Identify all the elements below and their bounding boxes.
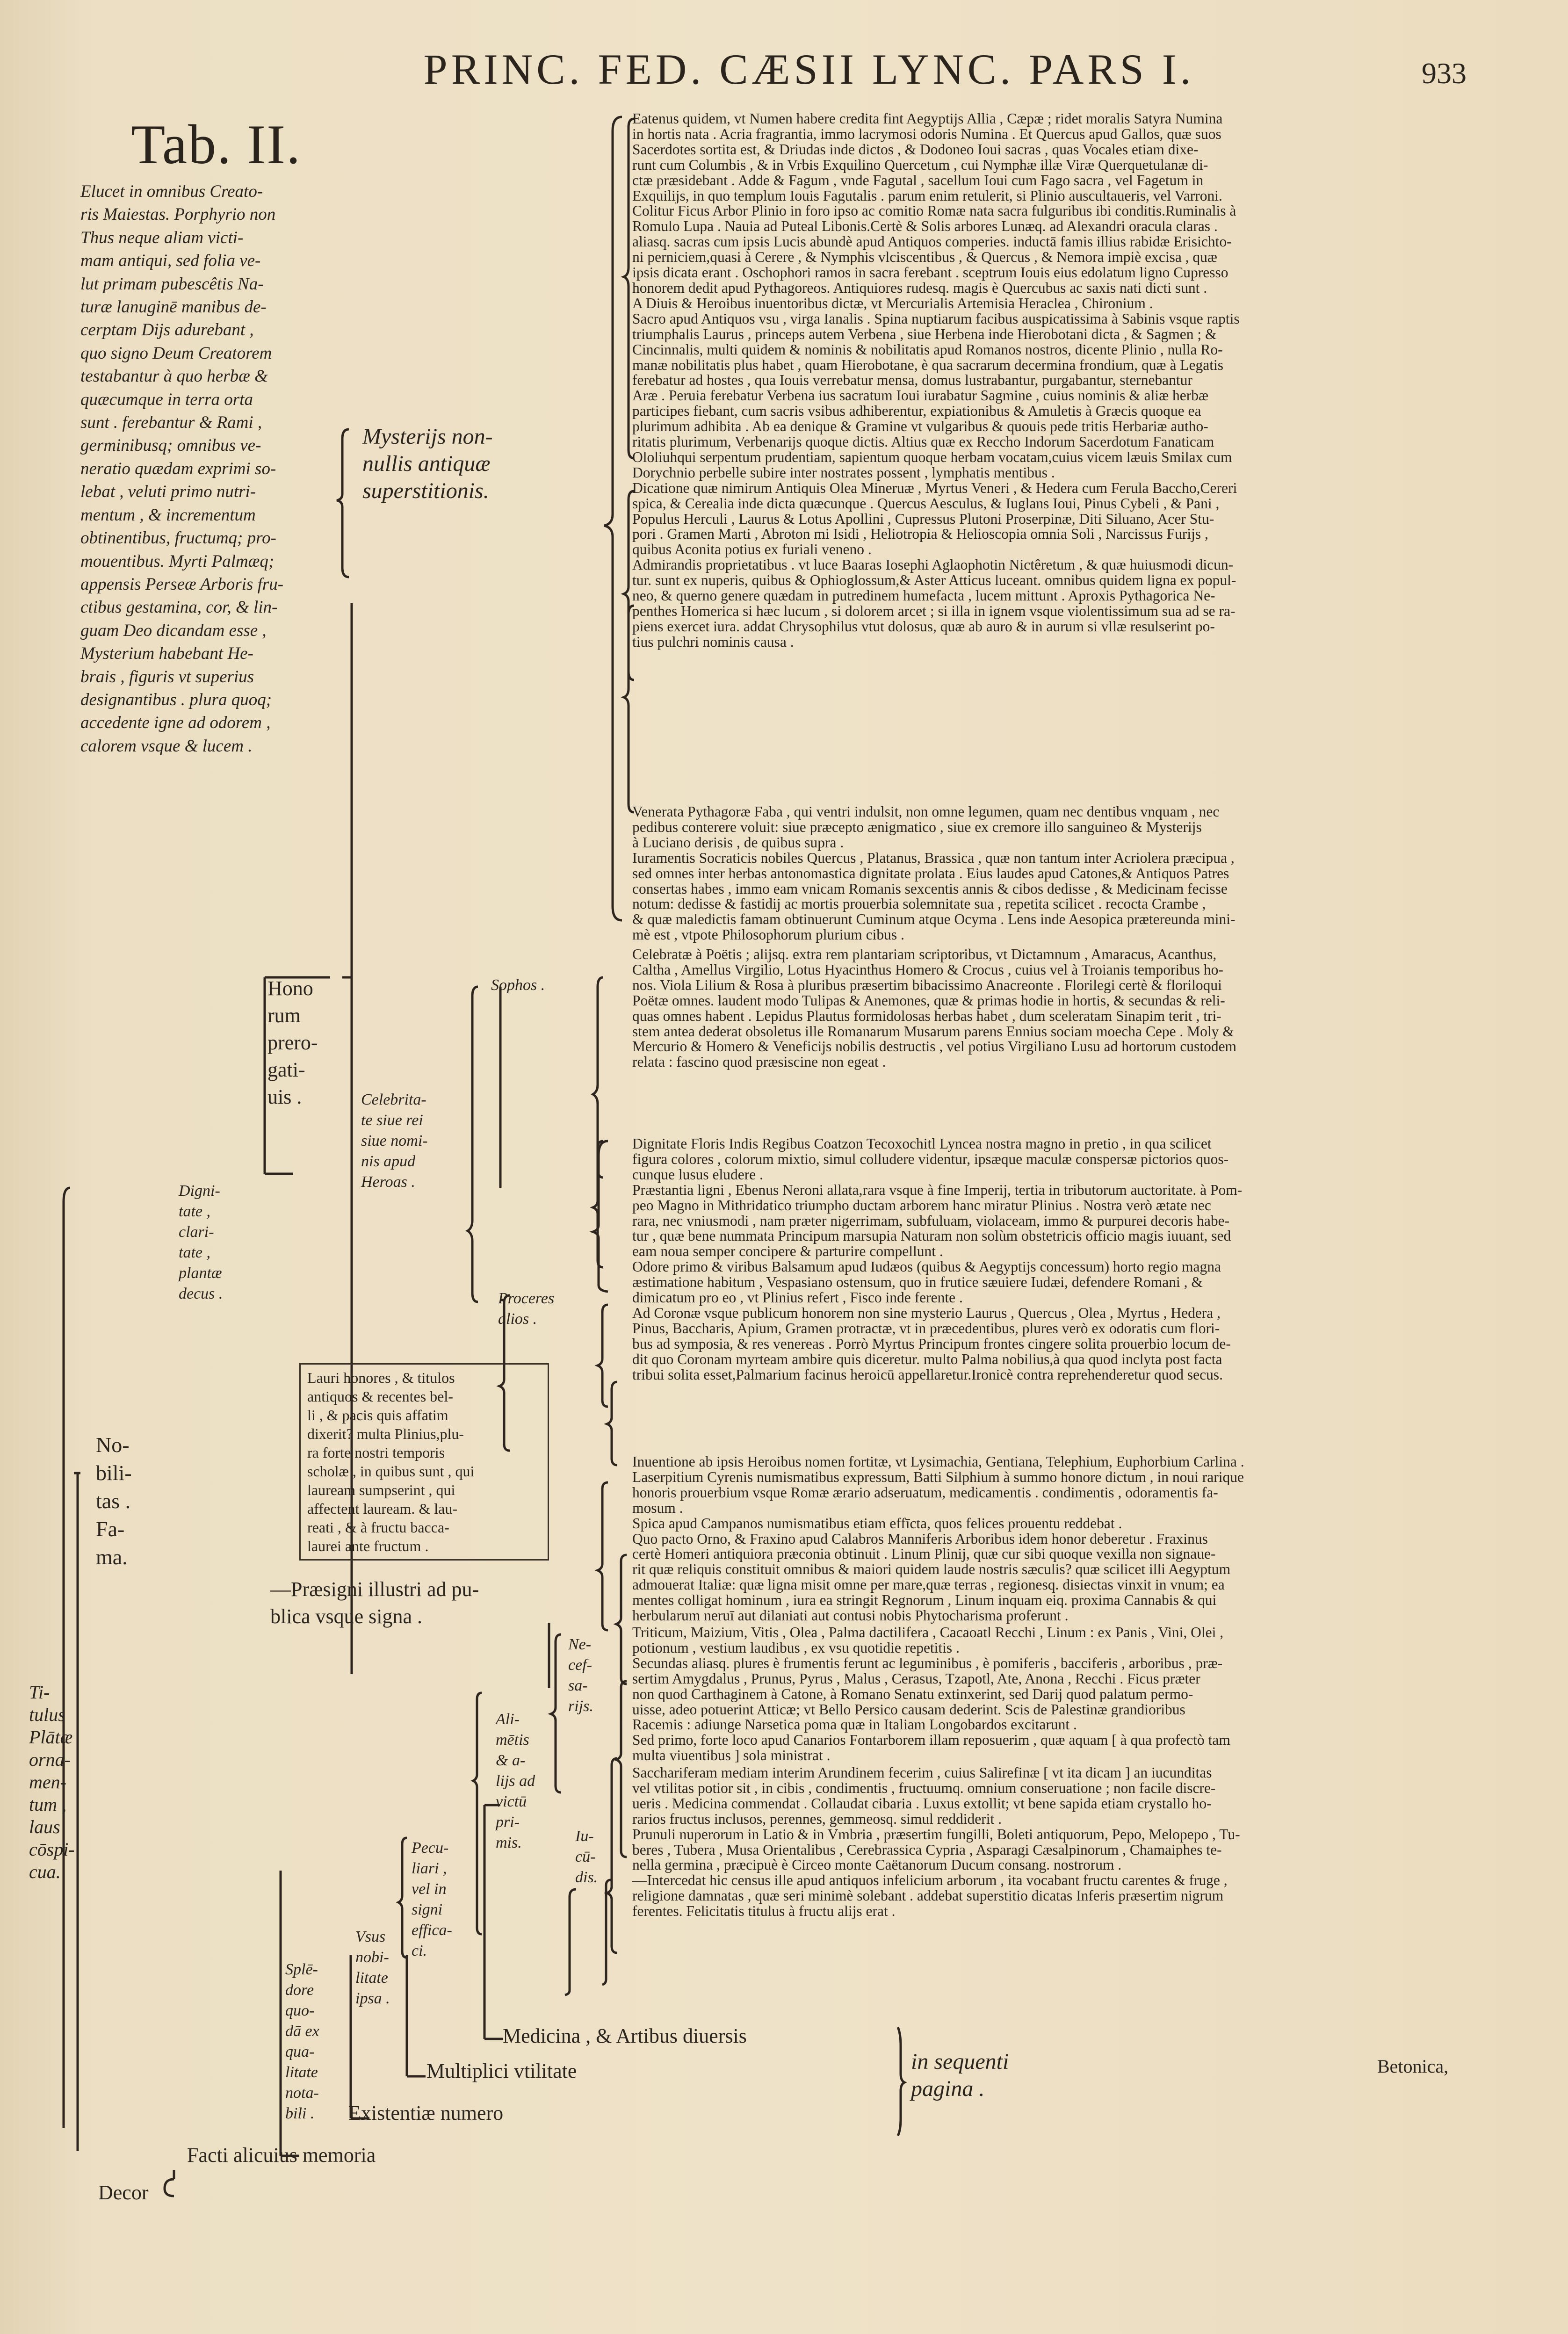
intro-line: accedente igne ad odorem , <box>80 713 271 733</box>
entry-line: Racemis : adiunge Narsetica poma quæ in Italiam Longobardos excitarunt . <box>632 1717 1077 1733</box>
entry-line: tribui solita esset,Palmarium facinus heroicū appellaretur.Ironicè contra reprehenderetur quod secus. <box>632 1367 1223 1383</box>
entry-line: Poëtæ omnes. laudent modo Tulipas & Anemones, quæ & primas hodie in hortis, & secundas & reli- <box>632 993 1225 1009</box>
label-alimentis: Ali- mētis & a- lijs ad victū pri- mis. <box>496 1711 535 1851</box>
entry-line: ueris . Medicina commendat . Collaudat cibaria . Luxus extollit; vt bene sapida etiam crystallo ho- <box>632 1796 1212 1812</box>
entry-line: mosum . <box>632 1500 683 1516</box>
entry-line: beres , Tubera , Musa Orientalibus , Cerebrassica Cypria , Asparagi Cæsalpinorum , Chamaiphes te- <box>632 1842 1222 1858</box>
label-dignitate: Digni- tate , clari- tate , plantæ decus . <box>179 1182 223 1302</box>
entry-line: Spica apud Campanos numismatibus etiam effīcta, quos felices prouentu reddebat . <box>632 1516 1122 1532</box>
laurel-note-box <box>299 1363 549 1561</box>
intro-line: mentum , & incrementum <box>80 505 256 525</box>
intro-line: obtinentibus, fructumq; pro- <box>80 528 276 548</box>
box-line: scholæ , in quibus sunt , qui <box>307 1463 475 1480</box>
entry-line: vel vtilitas potior sit , in cibis , condimentis , fructuumq. omnium conseruatione ; non facile discre- <box>632 1780 1216 1796</box>
entry-line: cunque lusus eludere . <box>632 1167 763 1183</box>
entry-line: ritatis plurimum, Verbenarijs quoque dictis. Altius quæ ex Reccho Indorum Sacerdotum Fanaticam <box>632 434 1214 450</box>
entry-line: quibus Aconita potius ex furiali veneno . <box>632 542 872 558</box>
intro-line: calorem vsque & lucem . <box>80 736 253 756</box>
entry-line: penthes Homerica si hæc lucum , si dolorem arcet ; si illa in ignem vsque violentissimum sua ad se ra- <box>632 604 1236 619</box>
entry-line: participes fiebant, cum sacris vsibus adhiberentur, expiationibus & Amuletis à Græcis quoque ea <box>632 404 1201 419</box>
entry-line: rit quæ reliquis constituit omnibus & maiori quidem laude nostris sæculis? quæ scilicet illi Aegyptum <box>632 1562 1231 1578</box>
entry-line: mentes colligat hominum , iura ea stringit Regnorum , Linum inquam eiq. proxima Cannabis & qui <box>632 1593 1217 1609</box>
intro-line: neratio quædam exprimi so- <box>80 459 276 478</box>
label-celebritate: Celebrita- te siue rei siue nomi- nis apud Heroas . <box>361 1091 428 1191</box>
label-decor: Decor <box>98 2181 149 2204</box>
box-line: reati , & à fructu bacca- <box>307 1519 449 1536</box>
entry-line: à Luciano derisis , de quibus supra . <box>632 835 844 851</box>
label-necessarijs: Ne- cef- sa- rijs. <box>568 1636 593 1715</box>
entry-line: Ad Coronæ vsque publicum honorem non sine mysterio Laurus , Quercus , Olea , Myrtus , Hedera , <box>632 1305 1221 1321</box>
entry-line: Aræ . Peruia ferebatur Verbena ius sacratum Ioui iurabatur Sagmine , cuius nominis & aliæ herbæ <box>632 388 1208 404</box>
entry-line: sertim Amygdalus , Prunus, Pyrus , Malus , Cerasus, Tzapotl, Ate, Anona , Recchi . Ficus præter <box>632 1671 1200 1687</box>
entry-line: Inuentione ab ipsis Heroibus nomen fortitæ, vt Lysimachia, Gentiana, Telephium, Euphorbium Carlina . <box>632 1454 1244 1470</box>
entry-line: Colitur Ficus Arbor Plinio in foro ipso ac comitio Romæ nata sacra fulguribus ibi conditis.Ruminalis à <box>632 203 1236 219</box>
intro-line: Thus neque aliam victi- <box>80 228 244 247</box>
intro-line: lebat , veluti primo nutri- <box>80 482 256 502</box>
entry-line: aliasq. sacras cum ipsis Lucis abundè apud Antiquos comperies. inductā famis illius rabidæ Erisichto- <box>632 234 1232 250</box>
entry-line: Celebratæ à Poëtis ; alijsq. extra rem plantariam scriptoribus, vt Dictamnum , Amaracus, Acanthus, <box>632 947 1217 962</box>
entry-line: Mercurio & Homero & Veneficijs nobilis destructis , vel potius Virgiliano Lusu ad hortorum custodem <box>632 1039 1237 1055</box>
entry-line: Dorychnio perbelle subire inter nostrates possent , lymphatis mentibus . <box>632 465 1055 481</box>
intro-line: quæcumque in terra orta <box>80 390 253 409</box>
entry-line: Admirandis proprietatibus . vt luce Baaras Iosephi Aglaophotin Nictêretum , & quæ huiusmodi dicun- <box>632 557 1234 573</box>
entry-line: ferebatur ad hostes , qua Iouis verrebatur mensa, domus lustrabantur, purgabantur, sternebantur <box>632 373 1192 389</box>
intro-line: mouentibus. Myrti Palmæq; <box>80 551 275 571</box>
entry-line: —Intercedat hic census ille apud antiquos infelicium arborum , ita vocabant fructu carentes & fruge , <box>632 1873 1228 1889</box>
entry-line: Iuramentis Socraticis nobiles Quercus , Platanus, Brassica , quæ non tantum inter Acriolera præcipua , <box>632 850 1235 866</box>
entry-line: Sacerdotes sortita est, & Driudas inde dictos , & Dodoneo Ioui sacras , quas Vocales etiam dixe- <box>632 142 1199 158</box>
entry-line: manæ nobilitatis plus habet , quam Hierobotane, è qua sacrarum decermina frondium, quæ à Legatis <box>632 357 1224 373</box>
entry-line: Venerata Pythagoræ Faba , qui ventri indulsit, non omne legumen, quam nec dentibus vnquam , nec <box>632 804 1220 820</box>
label-medicina: Medicina , & Artibus diuersis <box>503 2024 747 2047</box>
entry-line: neo, & querno genere quædam in putredinem humefacta , lucem mittunt . Aproxis Pythagorica Ne- <box>632 588 1215 604</box>
entry-line: eam noua semper concipere & parturire compellunt . <box>632 1244 943 1260</box>
box-line: antiquos & recentes bel- <box>307 1388 453 1405</box>
catchword: Betonica, <box>1377 2056 1449 2077</box>
entry-line: pori . Gramen Marti , Abroton mi Isidi , Heliotropia & Helioscopia omnia Soli , Narcissus Furijs , <box>632 527 1208 542</box>
label-facti: Facti alicuius memoria <box>187 2144 376 2167</box>
entry-line: runt cum Columbis , & in Vrbis Exquilino Quercetum , cui Nymphæ illæ Viræ Querquetulanæ di- <box>632 157 1208 173</box>
entry-line: multa viuentibus ] sola ministrat . <box>632 1748 831 1764</box>
entry-line: in hortis nata . Acria fragrantia, immo lacrymosi odoris Numina . Et Quercus apud Gallos, quæ suos <box>632 126 1221 142</box>
entry-line: certè Homeri antiquiora præconia obtinuit . Linum Plinij, quæ cur sibi quoque vexilla non signaue- <box>632 1546 1216 1562</box>
intro-line: Mysterium habebant He- <box>80 644 253 664</box>
label-praesigni: —Præsigni illustri ad pu- blica vsque signa . <box>270 1578 479 1628</box>
entry-line: pedibus conterere voluit: siue præcepto ænigmatico , siue ex cremore illo sanguineo & Mysterijs <box>632 819 1202 835</box>
entry-line: rara, nec vniusmodi , nam præter nigerrimam, subfuluam, violaceam, immo & purpurei decoris habe- <box>632 1213 1230 1229</box>
running-title: PRINC. FED. CÆSII LYNC. PARS I. <box>423 45 1195 93</box>
intro-line: lut primam pubescêtis Na- <box>80 274 264 294</box>
entry-line: dimicatum pro eo , vt Plinius refert , Fisco inde ferente . <box>632 1290 963 1306</box>
label-proceres: Proceres alios . <box>498 1290 555 1328</box>
entry-line: dit quo Coronam myrteam ambire quis diceretur. multo Palma nobilius,à qua quod inclyta post facta <box>632 1351 1222 1367</box>
label-peculiari: Pecu- liari , vel in signi effica- ci. <box>412 1839 452 1959</box>
entry-line: admouerat Italiæ: quæ ligna misit omne per mare,quæ terras , regionesq. disiectas vinxit in vnum; ea <box>632 1577 1225 1593</box>
label-existentiae: Existentiæ numero <box>348 2102 504 2124</box>
continuation-note: in sequenti pagina . <box>911 2049 1009 2101</box>
label-nobilitas: No- bili- tas . Fa- ma. <box>96 1433 132 1569</box>
intro-line: brais , figuris vt superius <box>80 667 254 686</box>
entry-line: ni perniciem,quasi à Cerere , & Nymphis vlciscentibus , & Quercus , & Nemora impiè excisa , quæ <box>632 250 1217 266</box>
entry-line: nella germina , præcipuè è Circeo monte Caëtanorum Ducum consang. nostrorum . <box>632 1857 1122 1873</box>
intro-line: sunt . ferebantur & Rami , <box>80 413 262 433</box>
entry-line: nos. Viola Lilium & Rosa à pluribus præsertim bibacissimo Anacreonte . Florilegi certè & floriloqui <box>632 977 1222 993</box>
box-line: laurei ante fructum . <box>307 1538 429 1554</box>
entry-line: piens exercet iura. addat Chrysophilus vtut dolosus, quæ ab auro & in aurum si vllæ resulserint po- <box>632 619 1215 635</box>
intro-line: germinibusq; omnibus ve- <box>80 436 261 455</box>
intro-line: ris Maiestas. Porphyrio non <box>80 205 276 224</box>
entry-line: triumphalis Laurus , princeps autem Verbena , siue Herbena inde Hierobotani dicta , & Sagmen ; & <box>632 326 1217 342</box>
table-label: Tab. II. <box>131 113 302 175</box>
entry-line: Triticum, Maizium, Vitis , Olea , Palma dactilifera , Cacaoatl Recchi , Linum : ex Panis , Vini, Olei , <box>632 1625 1224 1640</box>
entry-line: sed omnes inter herbas antonomastica dignitate prolata . Eius laudes apud Catones,& Antiquos Patres <box>632 866 1229 882</box>
entry-line: rarios fructus inclusos, perennes, gemmeosq. simul reddiderit . <box>632 1811 1002 1827</box>
label-sophos: Sophos . <box>491 976 545 994</box>
entry-line: plurimum adhibita . Ab ea denique & Gramine vt vulgaribus & quouis pede tritis Herbariæ autho- <box>632 419 1208 435</box>
page-number: 933 <box>1422 57 1467 90</box>
entry-line: honorem dedit apud Pythagoreos. Antiquiores rudesq. magis è Quercubus ac saxis nati dicti sunt . <box>632 280 1207 296</box>
label-titulus: Ti- tulus Plātæ orna- men- tum , laus cōspi- cua. <box>29 1682 75 1882</box>
entry-line: bus ad symposia, & res venereas . Porrò Myrtus Principum frontes cingere solita prouerbio locum de- <box>632 1336 1231 1352</box>
intro-line: ctibus gestamina, cor, & lin- <box>80 598 278 617</box>
entry-line: herbularum neruī aut dilaniati aut contusi nobis Phytocharisma proferunt . <box>632 1608 1069 1624</box>
entry-line: Exquilijs, in quo templum Iouis Fagutalis . parum enim retulerit, si Plinio auscultaueris, vel Varroni. <box>632 188 1222 204</box>
entry-line: Prunuli nuperorum in Latio & in Vmbria , præsertim fungilli, Boleti antiquorum, Pepo, Melopepo , Tu- <box>632 1827 1240 1843</box>
entry-line: figura colores , colorum mixtio, simul colludere videntur, ipsæque maculæ conspersæ pictorios quos- <box>632 1151 1229 1167</box>
entry-line: ctæ præsidebant . Adde & Fagum , vnde Fagutal , sacellum Ioui cum Fago sacra , vel Fagetum in <box>632 173 1204 188</box>
label-vsus: Vsus nobi- litate ipsa . <box>355 1928 390 2007</box>
entry-line: A Diuis & Heroibus inuentoribus dictæ, vt Mercurialis Artemisia Heraclea , Chironium . <box>632 296 1153 311</box>
entry-line: spica, & Cerealia inde dicta quæcunque . Quercus Aesculus, & Iuglans Ioui, Pinus Cybeli , & Pani , <box>632 496 1220 512</box>
entry-line: Sed primo, forte loco apud Canarios Fontarborem illam reposuerim , quæ aquam [ à qua profectò tam <box>632 1733 1230 1749</box>
intro-line: Elucet in omnibus Creato- <box>80 182 263 201</box>
box-line: ra forte nostri temporis <box>307 1444 445 1461</box>
box-line: lauream sumpserint , qui <box>307 1481 455 1498</box>
intro-line: appensis Perseæ Arboris fru- <box>80 574 284 594</box>
label-iucundis: Iu- cū- dis. <box>575 1828 598 1886</box>
intro-line: quo signo Deum Creatorem <box>80 343 272 363</box>
entry-line: relata : fascino quod præsiscine non egeat . <box>632 1055 886 1070</box>
entry-line: Odore primo & viribus Balsamum apud Iudæos (quibus & Aegyptijs concessum) horto regio magna <box>632 1259 1221 1275</box>
intro-line: cerptam Dijs adurebant , <box>80 320 254 340</box>
entry-line: Pinus, Baccharis, Apium, Gramen protractæ, vt in præcedentibus, plures verò ex odoratis cum flori- <box>632 1321 1220 1337</box>
entries-iucundis <box>632 1765 1516 1919</box>
entry-line: potionum , vestium laudibus , ex vsu quotidie repetitis . <box>632 1640 960 1656</box>
entry-line: tur , quæ bene nummata Principum marsupia Naturam non solùm obstetricis officio magis iuuant, sed <box>632 1228 1231 1244</box>
entry-line: ferentes. Felicitatis titulus à fructu alijs erat . <box>632 1904 896 1920</box>
entries-celebritate <box>632 947 1516 1070</box>
label-multiplici: Multiplici vtilitate <box>426 2059 577 2082</box>
entry-line: quas omnes habent . Lepidus Plautus formidolosas herbas habet , dum sceleratam Sinapim terit , tri- <box>632 1008 1221 1024</box>
intro-line: guam Deo dicandam esse , <box>80 621 267 640</box>
entry-line: Laserpitium Cyrenis numismatibus expressum, Batti Silphium à summo honore dictum , in noui rarique <box>632 1469 1244 1485</box>
entry-line: tur. sunt ex nuperis, quibus & Ophioglossum,& Aster Atticus luceant. omnibus quidem ligna ex popul- <box>632 573 1236 589</box>
entry-line: uisse, adeo potuerint Atticæ; vt Bello Persico causam dederint. Scis de Palestinæ grandioribus <box>632 1702 1185 1718</box>
label-splendore: Splē- dore quo- dā ex qua- litate nota- bili . <box>285 1961 319 2122</box>
intro-line: turæ lanuginē manibus de- <box>80 297 267 317</box>
entry-line: stem antea dederat obsoletus ille Romanarum Musarum parens Ennius sociam moecha Cepe . Moly & <box>632 1024 1234 1040</box>
intro-line: testabantur à quo herbæ & <box>80 367 268 386</box>
entries-praesigni <box>632 1454 1516 1624</box>
entry-line: Caltha , Amellus Virgilio, Lotus Hyacinthus Homero & Crocus , cuius vel à Troianis temporibus ho- <box>632 962 1223 978</box>
entries-sophos <box>632 804 1516 943</box>
entry-line: non quod Carthaginem à Catone, à Romano Senatu extinxerint, sed Darij quod palatum permo- <box>632 1686 1193 1702</box>
entry-line: Populus Herculi , Laurus & Lotus Apollini , Cupressus Plutoni Proserpinæ, Diti Siluano, Acer Stu- <box>632 511 1214 527</box>
label-honorum: Hono rum prero- gati- uis . <box>267 977 318 1108</box>
label-mysterijs: Mysterijs non- nullis antiquæ superstitionis. <box>362 424 493 503</box>
box-line: li , & pacis quis affatim <box>307 1407 448 1424</box>
entry-line: Eatenus quidem, vt Numen habere credita fint Aegyptijs Allia , Cæpæ ; ridet moralis Satyra Numina <box>632 111 1223 127</box>
box-line: Lauri honores , & titulos <box>307 1369 455 1386</box>
entry-line: consertas habes , immo eam vnicam Romanis sexcentis annis & cibos dedisse , & Medicinam fecisse <box>632 881 1228 897</box>
intro-line: mam antiqui, sed folia ve- <box>80 251 261 271</box>
intro-paragraph <box>80 180 380 758</box>
entry-line: & quæ maledictis famam obtinuerunt Cuminum atque Ocyma . Lens inde Aesopica prætereunda mini- <box>632 912 1236 928</box>
entry-line: honoris prouerbium vsque Romæ ærario adseruatum, medicamentis . condimentis , odoramentis fa- <box>632 1485 1218 1501</box>
entry-line: æstimatione habitum , Vespasiano ostensum, quo in frutice sæuiere Iudæi, defendere Romani , & <box>632 1275 1203 1291</box>
entry-line: Cincinnalis, multi quidem & nominis & nobilitatis apud Romanos nostros, dicente Plinio , nulla Ro- <box>632 342 1223 358</box>
entry-line: tius pulchri nominis causa . <box>632 634 794 650</box>
entries-proceres <box>632 1136 1516 1383</box>
entry-line: peo Magno in Mithridatico triumpho ductam arborem hanc miratur Plinius . Nostra verò ætate nec <box>632 1198 1211 1214</box>
entry-line: Præstantia ligni , Ebenus Neroni allata,rara vsque à fine Imperij, tertia in tributorum auctoritate. à Pom- <box>632 1182 1243 1198</box>
intro-line: designantibus . plura quoq; <box>80 690 272 709</box>
entry-line: Dignitate Floris Indis Regibus Coatzon Tecoxochitl Lyncea nostra magno in pretio , in qua scilicet <box>632 1136 1212 1152</box>
entry-line: Ololiuhqui serpentum prudentiam, sapientum quoque herbam vocatam,cuius vicem læuis Smilax cum <box>632 449 1232 465</box>
box-line: dixerit? multa Plinius,plu- <box>307 1425 464 1442</box>
entry-line: Secundas aliasq. plures è frumentis ferunt ac leguminibus , è pomiferis , bacciferis , arboribus , præ- <box>632 1655 1223 1671</box>
entry-line: Romulo Lupa . Nauia ad Puteal Libonis.Certè & Solis arbores Lunæq. ad Alexandri oracula claras . <box>632 219 1218 235</box>
entries-mysterijs <box>632 111 1516 650</box>
entry-line: Sacro apud Antiquos vsu , virga Ianalis . Spina nuptiarum facibus auspicatissima à Sabinis vsque raptis <box>632 311 1240 327</box>
entry-line: Dicatione quæ nimirum Antiquis Olea Mineruæ , Myrtus Veneri , & Hedera cum Ferula Baccho,Cereri <box>632 480 1237 496</box>
entry-line: mè est , vtpote Philosophorum plurium cibus . <box>632 927 904 943</box>
entries-necessarijs <box>632 1625 1516 1763</box>
entry-line: religione damnatas , quæ seri minimè solebant . addebat superstitio dicatas Inferis præsertim nigrum <box>632 1888 1224 1904</box>
entry-line: Sacchariferam mediam interim Arundinem fecerim , cuius Salirefinæ [ vt ita dicam ] an iucunditas <box>632 1765 1212 1781</box>
entry-line: Quo pacto Orno, & Fraxino apud Calabros Manniferis Arboribus idem honor deberetur . Fraxinus <box>632 1531 1208 1547</box>
entry-line: notum: dedisse & fastidij ac mortis prouerbia solemnitate sua , repetita scilicet . recocta Crambe , <box>632 896 1206 912</box>
box-line: affectent lauream. & lau- <box>307 1500 458 1517</box>
entry-line: ipsis dicata erant . Oschophori ramos in sacra ferebant . sceptrum Iouis eius edolatum ligno Cupresso <box>632 265 1228 281</box>
